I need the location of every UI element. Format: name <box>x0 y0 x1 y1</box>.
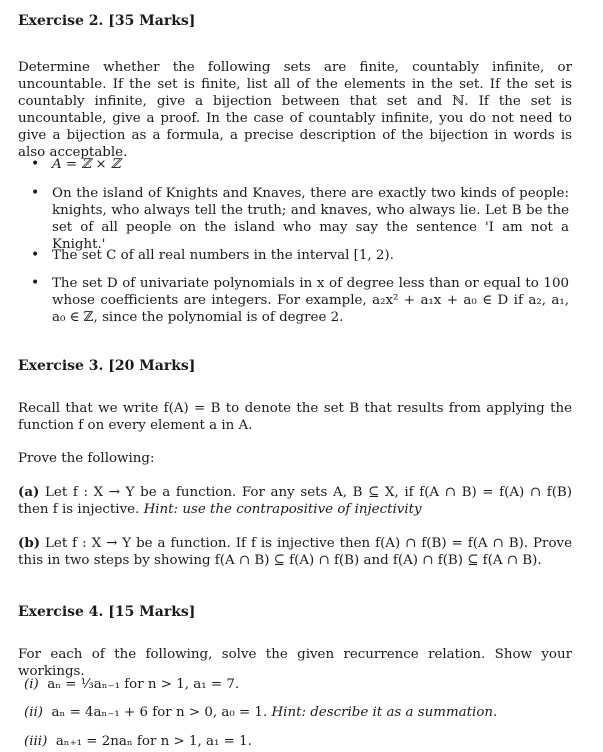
bullet-icon: • <box>31 156 40 172</box>
exercise-4-intro: For each of the following, solve the given recurrence relation. Show your workings. <box>18 647 572 679</box>
exercise-2-heading: Exercise 2. [35 Marks] <box>18 13 196 29</box>
bullet-icon: • <box>31 185 40 201</box>
bullet-icon: • <box>31 247 40 263</box>
exercise-2-intro: Determine whether the following sets are finite, countably infinite, or uncountable. If the set is finite, list all of the elements in the set. If the set is countably infinite, give a bijection between that set and ℕ. If the set is uncountable, give a proof. In the case of countably infinite, you do not need to give a bijection as a formula, a precise description of the bijection in words is also acceptable. <box>18 60 572 160</box>
bullet-icon: • <box>31 275 40 291</box>
exercise-4-item-i: (i) aₙ = ⅓aₙ₋₁ for n > 1, a₁ = 7. <box>24 677 240 692</box>
exercise-3-part-a: (a) Let f : X → Y be a function. For any sets A, B ⊆ X, if f(A ∩ B) = f(A) ∩ f(B) then f is injective. Hint: use the contrapositive of injectivity <box>18 484 572 517</box>
exercise-3-heading: Exercise 3. [20 Marks] <box>18 358 196 374</box>
exercise-3-prove: Prove the following: <box>18 451 155 466</box>
exercise-3-intro: Recall that we write f(A) = B to denote the set B that results from applying the function f on every element a in A. <box>18 401 572 433</box>
exercise-4-heading: Exercise 4. [15 Marks] <box>18 604 196 620</box>
exercise-4-item-ii: (ii) aₙ = 4aₙ₋₁ + 6 for n > 0, a₀ = 1. Hint: describe it as a summation. <box>24 705 498 720</box>
exercise-4-item-iii: (iii) aₙ₊₁ = 2naₙ for n > 1, a₁ = 1. <box>24 734 252 749</box>
exercise-3-part-b: (b) Let f : X → Y be a function. If f is injective then f(A) ∩ f(B) = f(A ∩ B). Prove this in two steps by showing f(A ∩ B) ⊆ f(A) ∩ f(B) and f(A) ∩ f(B) ⊆ f(A ∩ B). <box>18 535 572 568</box>
